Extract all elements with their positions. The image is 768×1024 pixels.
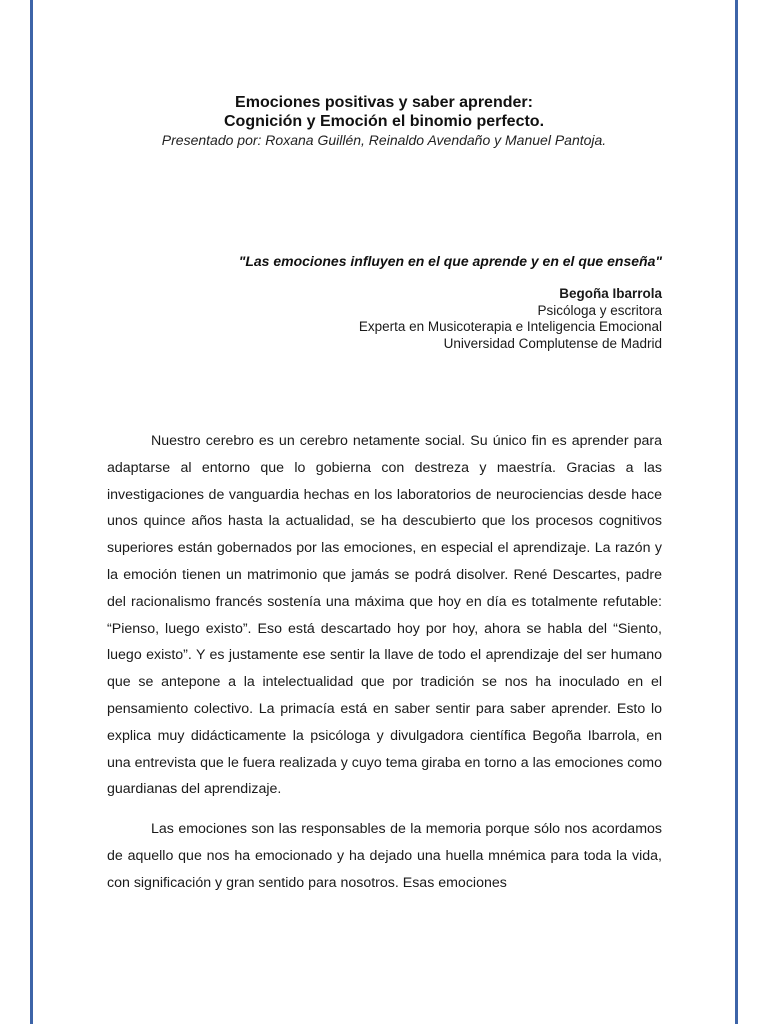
title-block [60, 93, 708, 149]
epigraph-author: Begoña Ibarrola [559, 286, 662, 301]
epigraph-attribution [107, 286, 662, 352]
epigraph-expertise: Experta en Musicoterapia e Inteligencia Emocional [358, 319, 662, 334]
body-paragraph-2: Las emociones son las responsables de la memoria porque sólo nos acordamos de aquello que nos ha emocionado y ha dejado una huella mnémica para toda la vida, con significación y gran sentido para nosotros. Esas emociones [107, 821, 662, 891]
epigraph-quote: "Las emociones influyen en el que aprende y en el que enseña" [238, 253, 662, 269]
page-border-left [30, 0, 33, 1024]
body-paragraph-1: Nuestro cerebro es un cerebro netamente social. Su único fin es aprender para adaptarse al entorno que lo gobierna con destreza y maestría. Gracias a las investigaciones de vanguardia hechas en los laboratorios de neurociencias desde hace unos quince años hasta la actualidad, se ha descubierto que los procesos cognitivos superiores están gobernados por las emociones, en especial el aprendizaje. La razón y la emoción tienen un matrimonio que jamás se podrá disolver. René Descartes, padre del racionalismo francés sostenía una máxima que hoy en día es totalmente refutable: “Pienso, luego existo”. Eso está descartado hoy por hoy, ahora se habla del “Siento, luego existo”. Y es justamente ese sentir la llave de todo el aprendizaje del ser humano que se antepone a la intelectualidad que por tradición se nos ha inoculado en el pensamiento colectivo. La primacía está en saber sentir para saber aprender. Esto lo explica muy didácticamente la psicóloga y divulgadora científica Begoña Ibarrola, en una entrevista que le fuera realizada y cuyo tema giraba en torno a las emociones como guardianas del aprendizaje. [107, 433, 662, 798]
epigraph-institution: Universidad Complutense de Madrid [443, 335, 662, 351]
epigraph-role: Psicóloga y escritora [537, 302, 662, 318]
presenters-line: Presentado por: Roxana Guillén, Reinaldo Avendaño y Manuel Pantoja. [161, 132, 607, 148]
page-border-right [735, 0, 738, 1024]
body-text [107, 428, 662, 897]
document-title-line-1: Emociones positivas y saber aprender: [235, 94, 533, 111]
document-title-line-2: Cognición y Emoción el binomio perfecto. [223, 113, 545, 130]
